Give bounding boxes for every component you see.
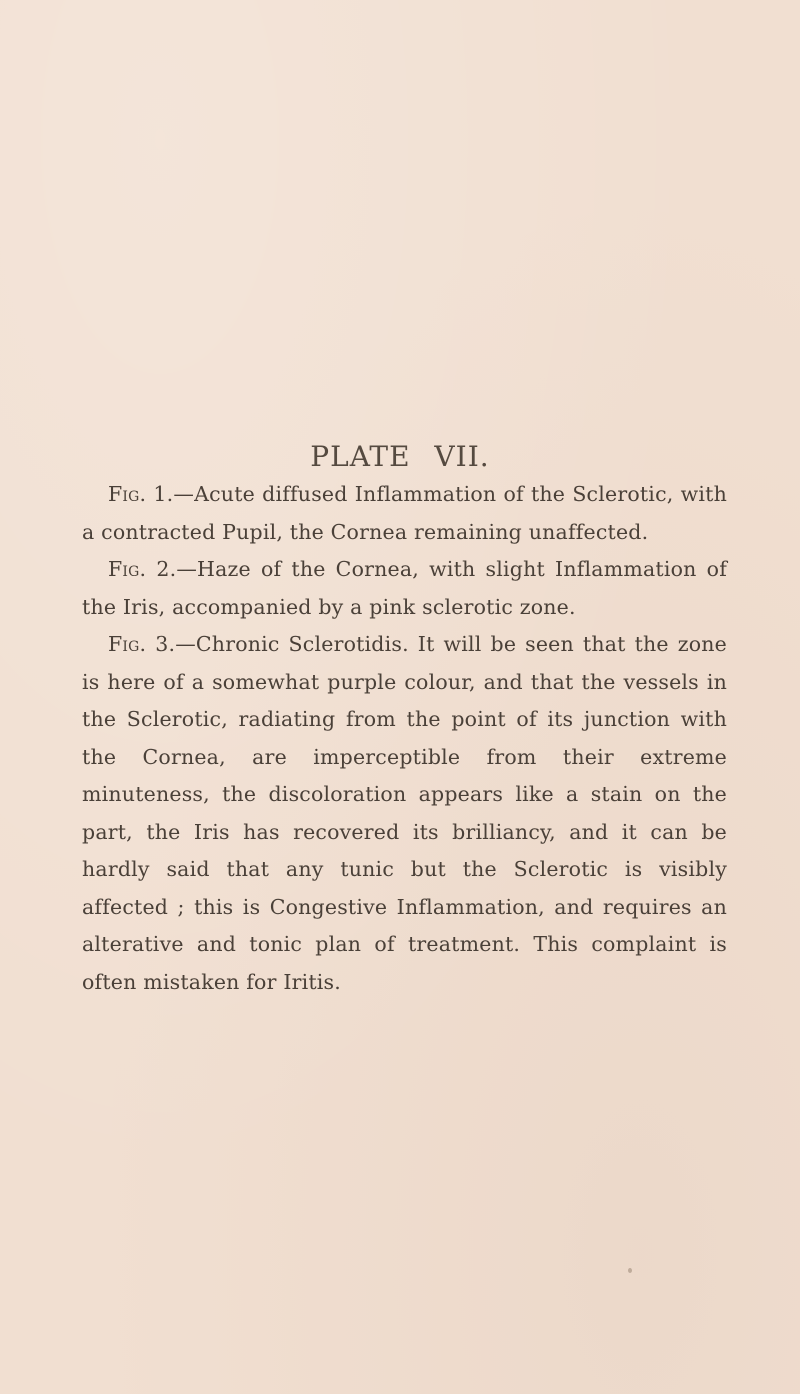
plate-title: PLATE VII. — [310, 440, 490, 473]
figure-label: Fig. 3. — [108, 632, 176, 656]
paper-speck — [628, 1268, 632, 1273]
caption-text: —Acute diffused Inflammation of the Sclerotic, with a contracted Pupil, the Cornea remaining unaffected. — [82, 482, 727, 544]
figure-caption-1 — [82, 476, 727, 551]
caption-text: —Haze of the Cornea, with slight Inflammation of the Iris, accompanied by a pink sclerotic zone. — [82, 557, 727, 619]
figure-caption-3 — [82, 626, 727, 1001]
caption-text: —Chronic Sclerotidis. It will be seen that the zone is here of a somewhat purple colour, and that the vessels in the Sclerotic, radiating from the point of its junction with the Cornea, are imperceptible from their extreme minuteness, the discoloration appears like a stain on the part, the Iris has recovered its brilliancy, and it can be hardly said that any tunic but the Sclerotic is visibly affected ; this is Congestive Inflammation, and requires an alterative and tonic plan of treatment. This complaint is often mistaken for Iritis. — [82, 632, 727, 994]
figure-label: Fig. 1. — [108, 482, 174, 506]
figure-captions — [82, 476, 727, 1001]
figure-label: Fig. 2. — [108, 557, 177, 581]
figure-caption-2 — [82, 551, 727, 626]
